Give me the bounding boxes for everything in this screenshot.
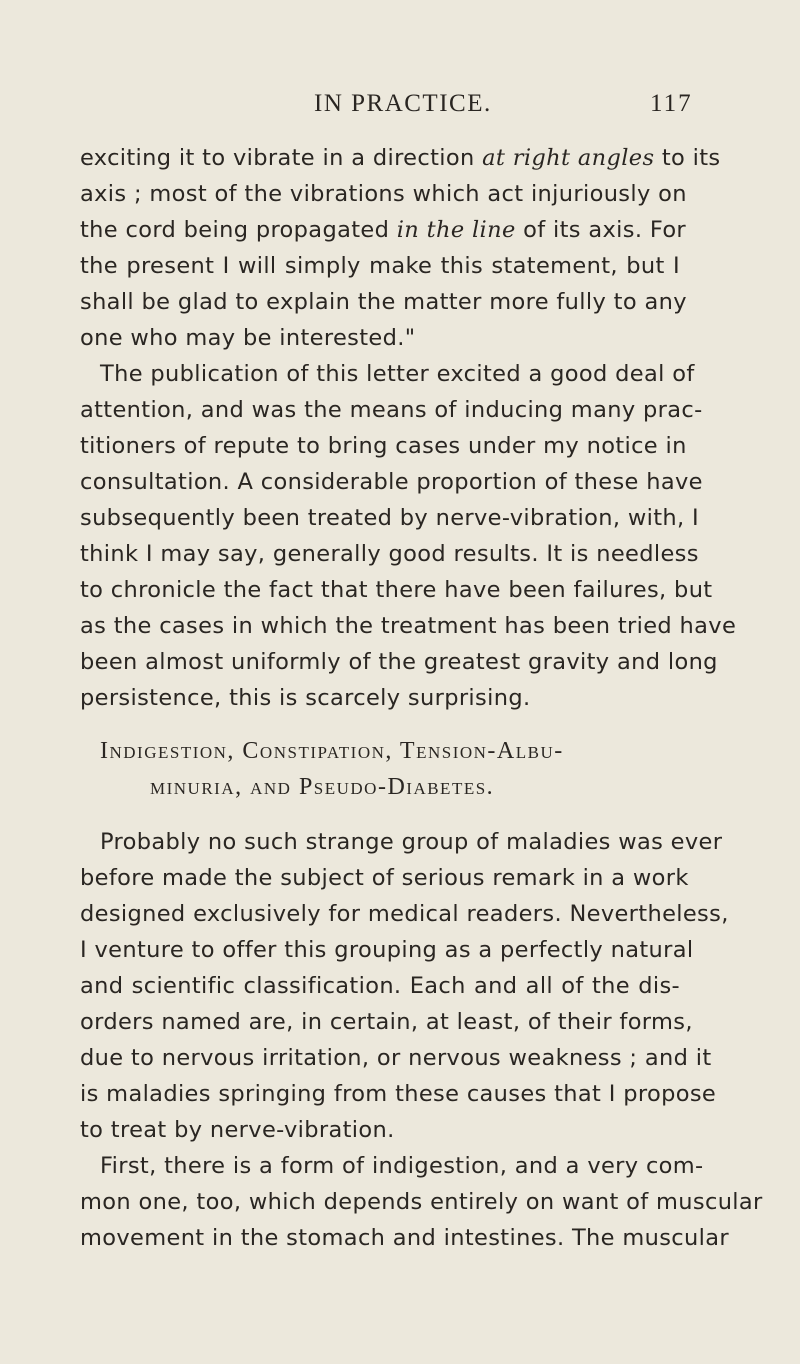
text-line: to treat by nerve-vibration.: [80, 1117, 395, 1143]
text-line: and scientific classification. Each and all of the dis-: [80, 973, 680, 999]
text-line: designed exclusively for medical readers. Nevertheless,: [80, 901, 729, 927]
text-line: is maladies springing from these causes that I propose: [80, 1081, 717, 1107]
italic-text: at right angles: [482, 145, 655, 171]
heading-text: minuria, and Pseudo-Diabetes.: [150, 774, 495, 800]
text-line: The publication of this letter excited a good deal of: [100, 361, 695, 387]
text-line: movement in the stomach and intestines. The muscular: [80, 1225, 729, 1251]
text-line: I venture to offer this grouping as a perfectly natural: [80, 937, 694, 963]
text-line: think I may say, generally good results. It is needless: [80, 541, 699, 567]
text-line: attention, and was the means of inducing many prac-: [80, 397, 703, 423]
running-head: [0, 90, 800, 130]
italic-text: in the line: [396, 217, 516, 243]
text-line: [80, 216, 687, 244]
text-line: Probably no such strange group of maladies was ever: [100, 829, 723, 855]
text-line: axis ; most of the vibrations which act injuriously on: [80, 181, 687, 207]
text-span: the cord being propagated: [80, 217, 397, 243]
text-line: been almost uniformly of the greatest gravity and long: [80, 649, 718, 675]
text-line: shall be glad to explain the matter more fully to any: [80, 289, 687, 315]
text-span: of its axis. For: [515, 217, 687, 243]
heading-text: Indigestion, Constipation, Tension-Albu-: [100, 738, 564, 764]
text-line: before made the subject of serious remark in a work: [80, 865, 689, 891]
text-line: to chronicle the fact that there have been failures, but: [80, 577, 713, 603]
text-line: persistence, this is scarcely surprising.: [80, 685, 531, 711]
text-span: exciting it to vibrate in a direction: [80, 145, 483, 171]
text-line: orders named are, in certain, at least, of their forms,: [80, 1009, 693, 1035]
text-line: the present I will simply make this statement, but I: [80, 253, 680, 279]
text-line: due to nervous irritation, or nervous weakness ; and it: [80, 1045, 712, 1071]
page-number: 117: [650, 90, 693, 117]
text-line: First, there is a form of indigestion, and a very com-: [100, 1153, 704, 1179]
section-heading-line: [100, 736, 740, 766]
text-line: subsequently been treated by nerve-vibration, with, I: [80, 505, 699, 531]
text-line: [80, 144, 721, 172]
running-title: IN PRACTICE.: [314, 90, 492, 117]
section-heading-line: [150, 772, 790, 802]
text-line: consultation. A considerable proportion of these have: [80, 469, 703, 495]
text-line: one who may be interested.": [80, 325, 416, 351]
text-line: titioners of repute to bring cases under my notice in: [80, 433, 687, 459]
text-line: mon one, too, which depends entirely on want of muscular: [80, 1189, 763, 1215]
text-span: to its: [654, 145, 721, 171]
text-line: as the cases in which the treatment has been tried have: [80, 613, 737, 639]
